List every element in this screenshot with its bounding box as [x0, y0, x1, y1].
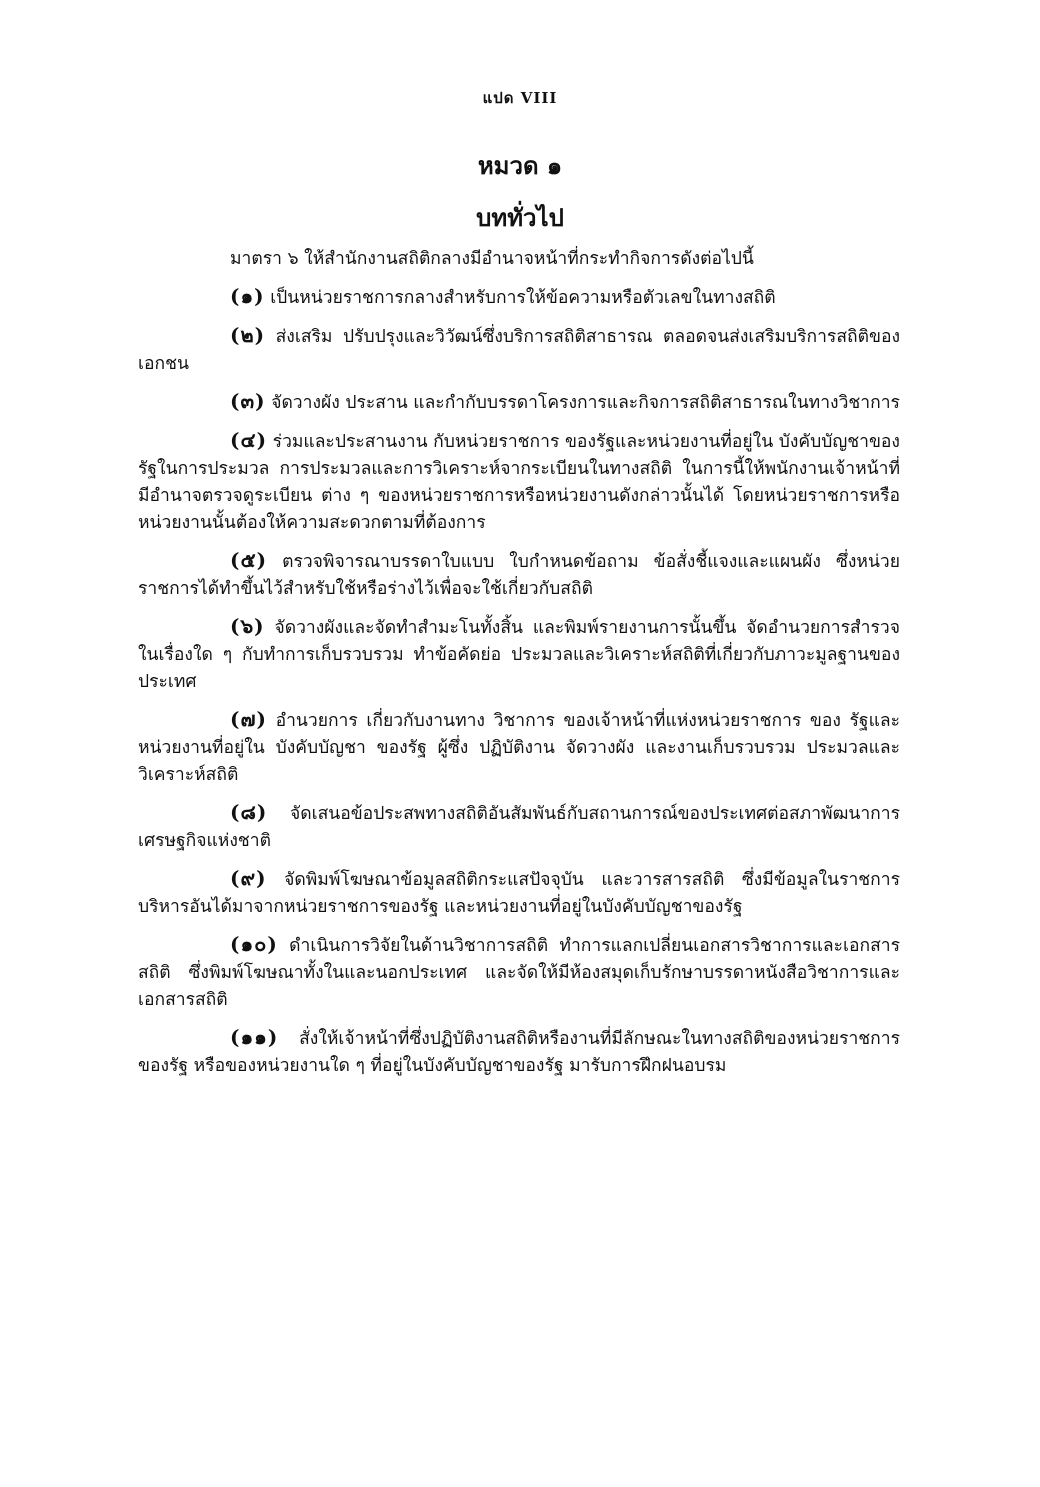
section-intro: มาตรา ๖ ให้สำนักงานสถิติกลางมีอำนาจหน้าที่กระทำกิจการดังต่อไปนี้: [230, 249, 754, 269]
clause-4: [138, 427, 900, 537]
clause-3: [138, 388, 900, 417]
section-body: [138, 246, 900, 1090]
clause-number: (๒): [230, 323, 266, 347]
clause-6: [138, 613, 900, 696]
clause-number: (๙): [230, 866, 267, 890]
clause-number: (๖): [230, 614, 265, 638]
clause-number: (๑๑): [230, 1025, 279, 1049]
clause-text: ตรวจพิจารณาบรรดาใบแบบ ใบกำหนดข้อถาม ข้อสั่งชี้แจงและแผนผัง ซึ่งหน่วยราชการได้ทำขึ้นไว้สำหรับใช้หรือร่างไว้เพื่อจะใช้เกี่ยวกับสถิติ: [138, 552, 900, 599]
clause-number: (๔): [230, 428, 268, 452]
clause-text: ดำเนินการวิจัยในด้านวิชาการสถิติ ทำการแลกเปลี่ยนเอกสารวิชาการและเอกสารสถิติ ซึ่งพิมพ์โฆษณาทั้งในและนอกประเทศ และจัดให้มีห้องสมุดเก็บรักษาบรรดาหนังสือวิชาการและเอกสารสถิติ: [138, 936, 900, 1010]
clause-text: จัดเสนอข้อประสพทางสถิติอันสัมพันธ์กับสถานการณ์ของประเทศต่อสภาพัฒนาการเศรษฐกิจแห่งชาติ: [138, 804, 900, 851]
clause-11: [138, 1024, 900, 1080]
clause-10: [138, 931, 900, 1014]
clause-5: [138, 547, 900, 603]
clause-number: (๑๐): [230, 932, 278, 956]
clause-number: (๕): [230, 548, 268, 572]
clause-number: (๘): [230, 800, 268, 824]
clause-text: อำนวยการ เกี่ยวกับงานทาง วิชาการ ของเจ้าหน้าที่แห่งหน่วยราชการ ของ รัฐและหน่วยงานที่อยู่ใน บังคับบัญชา ของรัฐ ผู้ซึ่ง ปฏิบัติงาน จัดวางผัง และงานเก็บรวบรวม ประมวลและวิเคราะห์สถิติ: [138, 711, 900, 785]
clause-7: [138, 706, 900, 789]
clause-number: (๗): [230, 707, 267, 731]
clause-text: จัดวางผัง ประสาน และกำกับบรรดาโครงการและกิจการสถิติสาธารณในทางวิชาการ: [271, 393, 900, 413]
clause-number: (๓): [230, 389, 266, 413]
clause-1: [138, 283, 900, 312]
clause-2: [138, 322, 900, 378]
clause-text: จัดวางผังและจัดทำสำมะโนทั้งสิ้น และพิมพ์รายงานการนั้นขึ้น จัดอำนวยการสำรวจในเรื่องใด ๆ กับทำการเก็บรวบรวม ทำข้อคัดย่อ ประมวลและวิเคราะห์สถิติที่เกี่ยวกับภาวะมูลฐานของประเทศ: [138, 618, 900, 692]
page-number-header: แปด VIII: [482, 89, 558, 107]
chapter-title: หมวด ๑: [477, 151, 563, 180]
clause-8: [138, 799, 900, 855]
clause-text: เป็นหน่วยราชการกลางสำหรับการให้ข้อความหรือตัวเลขในทางสถิติ: [270, 288, 776, 308]
clause-text: ร่วมและประสานงาน กับหน่วยราชการ ของรัฐและหน่วยงานที่อยู่ใน บังคับบัญชาของรัฐในการประมวล การประมวลและการวิเคราะห์จากระเบียนในทางสถิติ ในการนี้ให้พนักงานเจ้าหน้าที่มีอำนาจตรวจดูระเบียน ต่าง ๆ ของหน่วยราชการหรือหน่วยงานดังกล่าวนั้นได้ โดยหน่วยราชการหรือหน่วยงานนั้นต้องให้ความสะดวกตามที่ต้องการ: [138, 432, 900, 533]
clause-9: [138, 865, 900, 921]
clause-text: จัดพิมพ์โฆษณาข้อมูลสถิติกระแสปัจจุบัน และวารสารสถิติ ซึ่งมีข้อมูลในราชการบริหารอันได้มาจากหน่วยราชการของรัฐ และหน่วยงานที่อยู่ในบังคับบัญชาของรัฐ: [138, 870, 900, 917]
chapter-subtitle: บททั่วไป: [476, 203, 564, 232]
clause-text: สั่งให้เจ้าหน้าที่ซึ่งปฏิบัติงานสถิติหรืองานที่มีลักษณะในทางสถิติของหน่วยราชการของรัฐ หรือของหน่วยงานใด ๆ ที่อยู่ในบังคับบัญชาของรัฐ มารับการฝึกฝนอบรม: [138, 1029, 900, 1076]
clause-number: (๑): [230, 284, 265, 308]
clause-text: ส่งเสริม ปรับปรุงและวิวัฒน์ซึ่งบริการสถิติสาธารณ ตลอดจนส่งเสริมบริการสถิติของเอกชน: [138, 327, 900, 374]
